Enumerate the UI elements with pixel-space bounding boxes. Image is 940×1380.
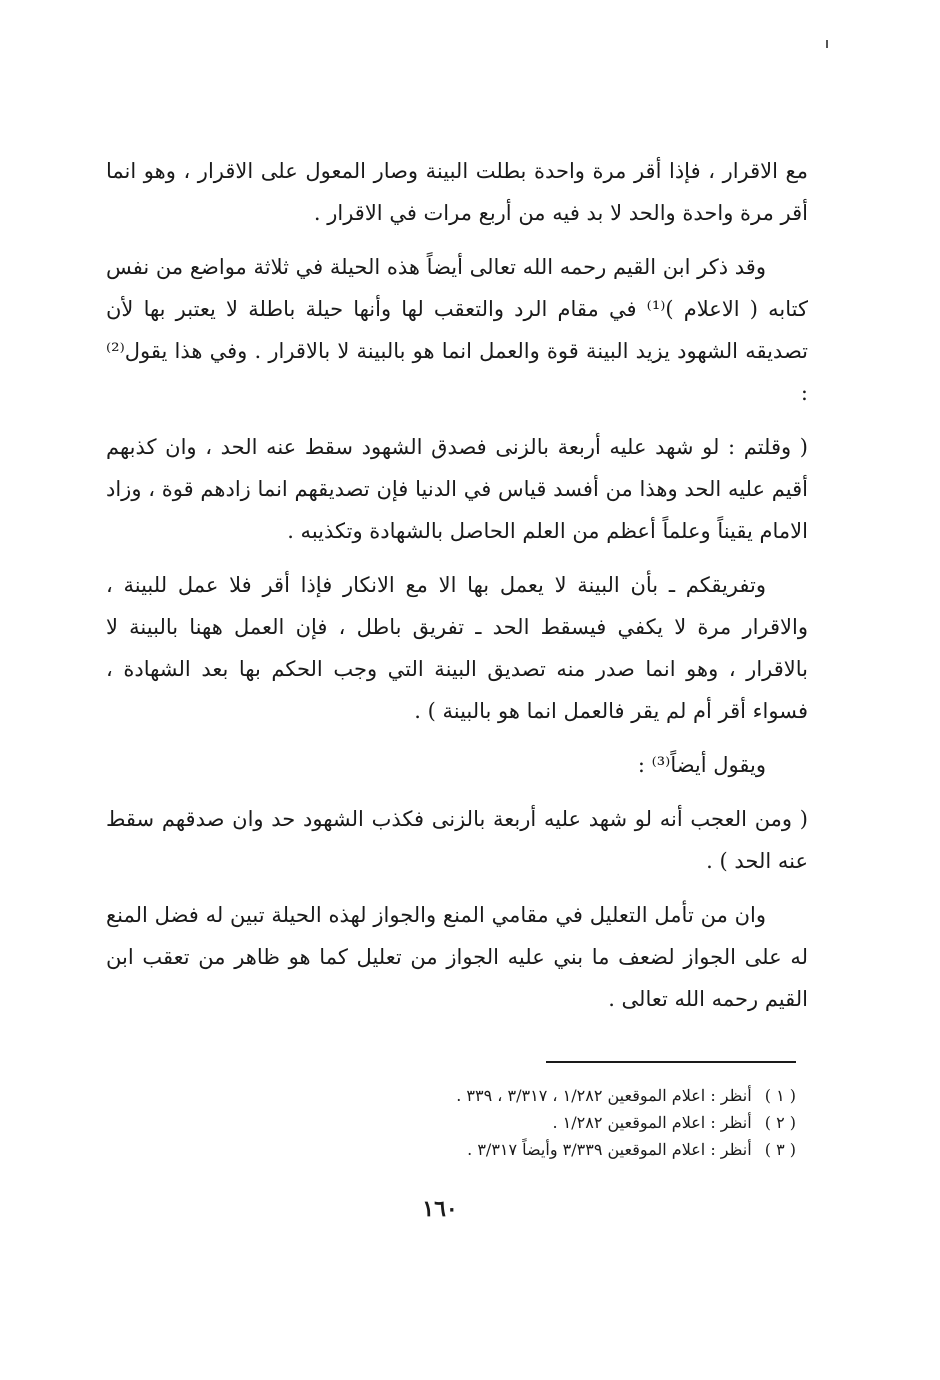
- scan-mark: [826, 40, 828, 48]
- quote-paragraph-3: ( ومن العجب أنه لو شهد عليه أربعة بالزنى فكذب الشهود حد وان صدقهم سقط عنه الحد ) .: [106, 807, 808, 873]
- paragraph-continuation: مع الاقرار ، فإذا أقر مرة واحدة بطلت البينة وصار المعول على الاقرار ، وهو انما أقر مرة واحدة والحد لا بد فيه من أربع مرات في الاقرار .: [106, 159, 808, 225]
- quote-paragraph-2: وتفريقكم ـ بأن البينة لا يعمل بها الا مع الانكار فإذا أقر فلا عمل للبينة ، والاقرار مرة لا يكفي فيسقط الحد ـ تفريق باطل ، فإن العمل ههنا بالبينة لا بالاقرار ، وهو انما صدر منه تصديق البينة التي وجب الحكم بها بعد الشهادة ، فسواء أقر أم لم يقر فالعمل انما هو بالبينة ) .: [106, 573, 808, 723]
- paragraph-conclusion: وان من تأمل التعليل في مقامي المنع والجواز لهذه الحيلة تبين له فضل المنع له على الجواز لضعف ما بني عليه الجواز من تعليل كما هو ظاهر من تعقب ابن القيم رحمه الله تعالى .: [106, 903, 808, 1011]
- footnote-2: [300, 1109, 796, 1136]
- footnotes: [300, 1082, 796, 1163]
- page-number: ١٦٠: [422, 1196, 458, 1222]
- footnote-number: ( ٢ ): [764, 1113, 796, 1132]
- footnote-3: [300, 1136, 796, 1163]
- quote-paragraph-1: ( وقلتم : لو شهد عليه أربعة بالزنى فصدق الشهود سقط عنه الحد ، وان كذبهم أقيم عليه الحد وهذا من أفسد قياس في الدنيا فإن تصديقهم انما زادهم قوة ، وزاد الامام يقيناً وعلماً أعظم من العلم الحاصل بالشهادة وتكذيبه .: [106, 435, 808, 543]
- main-text: [106, 150, 808, 1032]
- footnote-number: ( ٣ ): [764, 1140, 796, 1159]
- footnote-number: ( ١ ): [764, 1086, 796, 1105]
- footnote-1: [300, 1082, 796, 1109]
- paragraph-also-says: ويقول أيضاً⁽³⁾ :: [637, 753, 766, 777]
- footnote-text: أنظر : اعلام الموقعين ٣/٣٣٩ وأيضاً ٣/٣١٧ .: [467, 1140, 752, 1159]
- footnote-text: أنظر : اعلام الموقعين ١/٢٨٢ .: [552, 1113, 752, 1132]
- paragraph-ibn-qayyim: وقد ذكر ابن القيم رحمه الله تعالى أيضاً هذه الحيلة في ثلاثة مواضع من نفس كتابه ( الاعلام )⁽¹⁾ في مقام الرد والتعقب لها وأنها حيلة باطلة لا يعتبر بها لأن تصديقه الشهود يزيد البينة قوة والعمل انما هو بالبينة لا بالاقرار . وفي هذا يقول⁽²⁾ :: [106, 255, 808, 405]
- footnote-divider: [546, 1061, 796, 1063]
- footnote-text: أنظر : اعلام الموقعين ١/٢٨٢ ، ٣/٣١٧ ، ٣٣٩ .: [456, 1086, 752, 1105]
